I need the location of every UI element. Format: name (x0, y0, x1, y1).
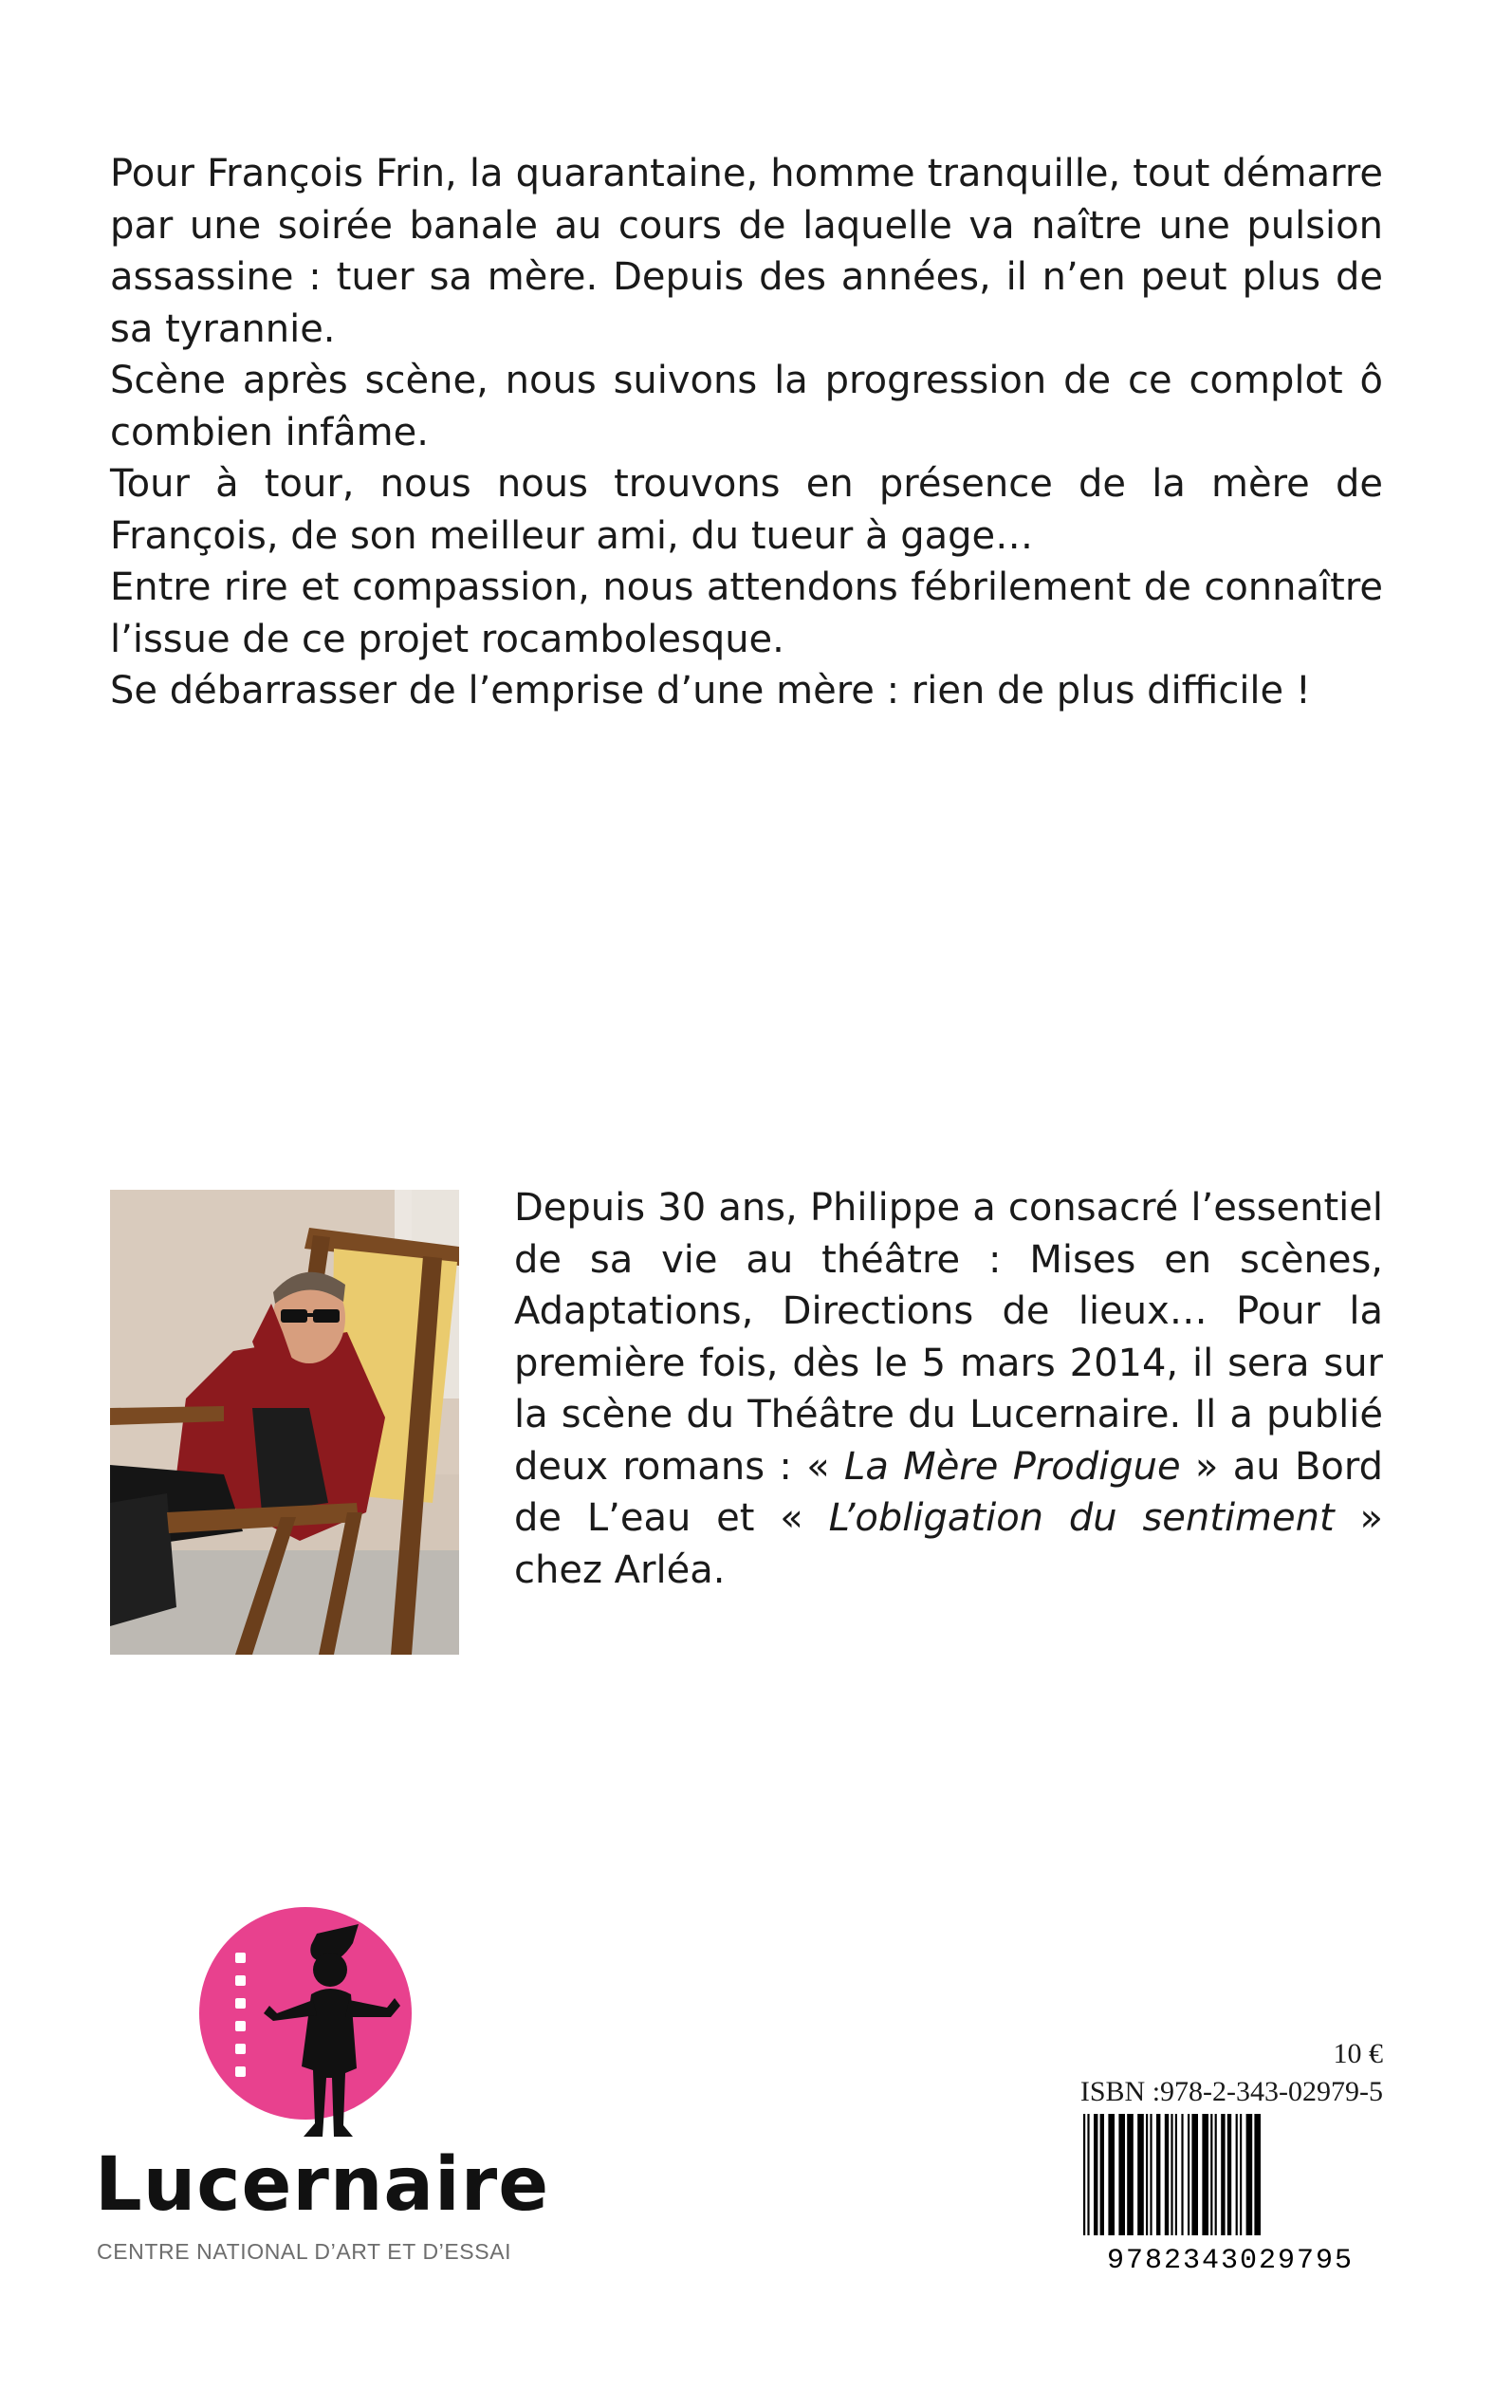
barcode-bar (1108, 2114, 1115, 2235)
barcode-bar (1083, 2114, 1085, 2235)
publisher-logo (91, 1907, 550, 2287)
barcode-digits: 9782343029795 (1106, 2245, 1355, 2273)
barcode-bar (1146, 2114, 1148, 2235)
book-title: La Mère Prodigue (844, 1444, 1181, 1489)
barcode-bar (1100, 2114, 1104, 2235)
barcode (1078, 2114, 1383, 2273)
barcode-bar (1210, 2114, 1212, 2235)
barcode-bar (1246, 2114, 1253, 2235)
barcode-bar (1165, 2114, 1169, 2235)
barcode-bar (1254, 2114, 1261, 2235)
barcode-bar (1227, 2114, 1231, 2235)
author-bio-text: Depuis 30 ans, Philippe a consacré l’essentiel de sa vie au théâtre : Mises en scènes, Adaptations, Directions de lieux… Pour la première fois, dès le 5 mars 2014, il sera sur la scène du Théâtre du Lucernaire. Il a publié deux romans : « (514, 1186, 1383, 1489)
barcode-bar (1156, 2114, 1160, 2235)
synopsis-paragraph: Se débarrasser de l’emprise d’une mère : rien de plus difficile ! (110, 669, 1311, 713)
logo-tagline: CENTRE NATIONAL D’ART ET D’ESSAI (97, 2239, 512, 2264)
barcode-bar (1221, 2114, 1225, 2235)
barcode-bar (1127, 2114, 1134, 2235)
synopsis-paragraph: Entre rire et compassion, nous attendons fébrilement de connaître l’issue de ce projet rocambolesque. (110, 565, 1383, 661)
synopsis-text (110, 148, 1383, 717)
price-label: 10 € (1333, 2038, 1383, 2069)
author-bio-text: » chez Arléa. (514, 1496, 1383, 1592)
synopsis-paragraph: Pour François Frin, la quarantaine, homme tranquille, tout démarre par une soirée banale au cours de laquelle va naître une pulsion assassine : tuer sa mère. Depuis des années, il n’en peut plus de sa tyrannie. (110, 152, 1383, 351)
author-bio-text: » au Bord de L’eau et « (514, 1444, 1383, 1540)
barcode-bar (1150, 2114, 1152, 2235)
barcode-bar (1215, 2114, 1217, 2235)
barcode-bar (1191, 2114, 1198, 2235)
barcode-bar (1236, 2114, 1238, 2235)
synopsis-paragraph: Scène après scène, nous suivons la progression de ce complot ô combien infâme. (110, 359, 1383, 454)
barcode-bar (1240, 2114, 1242, 2235)
author-photo (110, 1190, 459, 1655)
barcode-bar (1118, 2114, 1125, 2235)
barcode-bar (1137, 2114, 1144, 2235)
barcode-bar (1202, 2114, 1208, 2235)
book-title: L’obligation du sentiment (828, 1496, 1335, 1540)
barcode-bar (1094, 2114, 1097, 2235)
barcode-bar (1087, 2114, 1089, 2235)
barcode-bar (1175, 2114, 1177, 2235)
isbn-label: ISBN :978-2-343-02979-5 (1079, 2076, 1383, 2107)
logo-wordmark: Lucernaire (95, 2142, 550, 2228)
author-bio (514, 1182, 1383, 1596)
synopsis-paragraph: Tour à tour, nous nous trouvons en présence de la mère de François, de son meilleur ami, du tueur à gage… (110, 462, 1383, 558)
barcode-bar (1188, 2114, 1189, 2235)
barcode-bar (1171, 2114, 1172, 2235)
barcode-bar (1181, 2114, 1183, 2235)
